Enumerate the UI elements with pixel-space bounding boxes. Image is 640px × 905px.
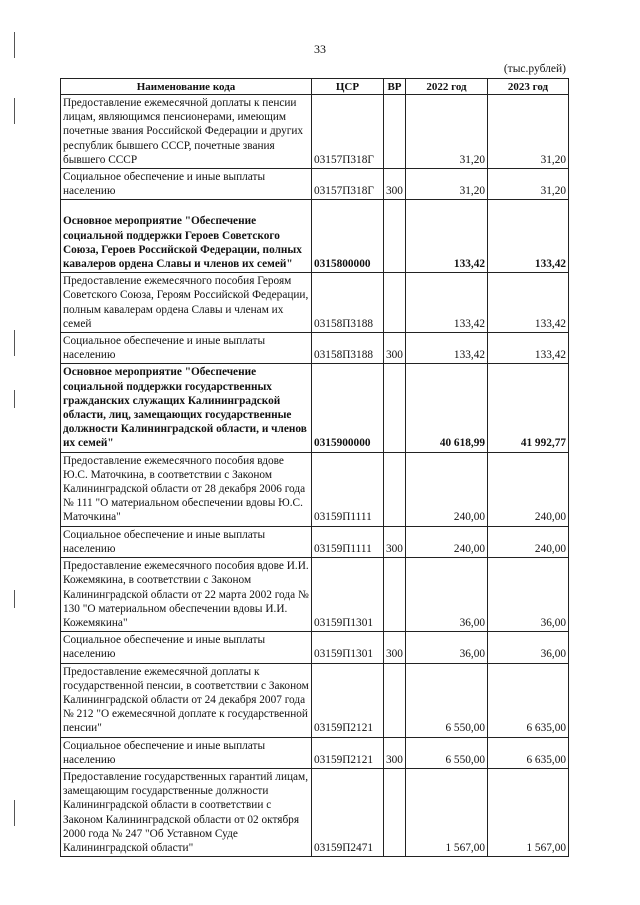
row-csr: 03159П1111 — [312, 526, 384, 557]
row-2022: 6 550,00 — [406, 663, 488, 737]
table-row — [61, 200, 569, 273]
row-2023: 36,00 — [488, 632, 569, 663]
row-2023: 36,00 — [488, 558, 569, 632]
row-csr: 03159П1301 — [312, 632, 384, 663]
row-vr — [384, 200, 406, 273]
row-name: Социальное обеспечение и иные выплаты населению — [61, 169, 312, 200]
row-csr: 03158П3188 — [312, 333, 384, 364]
header-name: Наименование кода — [61, 79, 312, 95]
table-row — [61, 768, 569, 856]
table-row — [61, 364, 569, 452]
row-vr: 300 — [384, 333, 406, 364]
row-2023: 6 635,00 — [488, 663, 569, 737]
row-2022: 36,00 — [406, 632, 488, 663]
row-name: Предоставление ежемесячного пособия Героям Советского Союза, Героям Российской Федерации, полным кавалерам ордена Славы и членам их семей — [61, 273, 312, 333]
row-vr: 300 — [384, 169, 406, 200]
row-2022: 31,20 — [406, 169, 488, 200]
row-2023: 133,42 — [488, 273, 569, 333]
table-row — [61, 273, 569, 333]
header-csr: ЦСР — [312, 79, 384, 95]
row-vr — [384, 663, 406, 737]
table-row — [61, 526, 569, 557]
row-name: Предоставление ежемесячного пособия вдове Ю.С. Маточкина, в соответствии с Законом Калининградской области от 28 декабря 2006 года № 111 "О материальном обеспечении вдовы Ю.С. Маточкина" — [61, 452, 312, 526]
table-row — [61, 737, 569, 768]
table-row — [61, 452, 569, 526]
row-vr — [384, 558, 406, 632]
row-2022: 40 618,99 — [406, 364, 488, 452]
budget-table — [60, 78, 569, 857]
row-name: Социальное обеспечение и иные выплаты населению — [61, 333, 312, 364]
page-number: 33 — [314, 42, 326, 56]
row-vr — [384, 452, 406, 526]
row-2022: 6 550,00 — [406, 737, 488, 768]
row-csr: 03159П2121 — [312, 737, 384, 768]
row-name: Основное мероприятие "Обеспечение социальной поддержки Героев Советского Союза, Героев Российской Федерации, полных кавалеров ордена Славы и членов их семей" — [61, 200, 312, 273]
row-2023: 31,20 — [488, 95, 569, 169]
row-name: Основное мероприятие "Обеспечение социальной поддержки государственных гражданских служащих Калининградской области, лиц, замещающих государственные должности Калининградской области, и членов их семей" — [61, 364, 312, 452]
header-2022: 2022 год — [406, 79, 488, 95]
row-vr — [384, 364, 406, 452]
row-2023: 1 567,00 — [488, 768, 569, 856]
row-2022: 1 567,00 — [406, 768, 488, 856]
row-2022: 240,00 — [406, 526, 488, 557]
row-name: Социальное обеспечение и иные выплаты населению — [61, 526, 312, 557]
row-name: Предоставление ежемесячной доплаты к государственной пенсии, в соответствии с Законом Калининградской области от 24 декабря 2007 года № 212 "О ежемесячной доплате к государственной пенсии" — [61, 663, 312, 737]
row-2023: 41 992,77 — [488, 364, 569, 452]
row-csr: 0315800000 — [312, 200, 384, 273]
row-csr: 0315900000 — [312, 364, 384, 452]
row-vr: 300 — [384, 526, 406, 557]
row-2022: 133,42 — [406, 273, 488, 333]
row-csr: 03159П1301 — [312, 558, 384, 632]
row-2022: 36,00 — [406, 558, 488, 632]
units-label: (тыс.рублей) — [503, 63, 566, 75]
table-header-row — [61, 79, 569, 95]
row-2023: 6 635,00 — [488, 737, 569, 768]
row-csr: 03158П3188 — [312, 273, 384, 333]
table-row — [61, 95, 569, 169]
row-vr — [384, 95, 406, 169]
row-2023: 240,00 — [488, 526, 569, 557]
row-csr: 03157П318Г — [312, 169, 384, 200]
row-vr — [384, 768, 406, 856]
table-row — [61, 169, 569, 200]
row-name: Предоставление государственных гарантий лицам, замещающим государственные должности Калининградской области в соответствии с Законом Калининградской области от 02 октября 2000 года № 247 "Об Уставном Суде Калининградской области" — [61, 768, 312, 856]
header-vr: ВР — [384, 79, 406, 95]
row-csr: 03157П318Г — [312, 95, 384, 169]
row-2023: 31,20 — [488, 169, 569, 200]
header-2023: 2023 год — [488, 79, 569, 95]
row-vr: 300 — [384, 632, 406, 663]
row-2022: 240,00 — [406, 452, 488, 526]
row-2023: 240,00 — [488, 452, 569, 526]
row-name: Предоставление ежемесячного пособия вдове И.И. Кожемякина, в соответствии с Законом Калининградской области от 22 марта 2002 года № 130 "О материальном обеспечении вдовы И.И. Кожемякина" — [61, 558, 312, 632]
row-2022: 31,20 — [406, 95, 488, 169]
row-2023: 133,42 — [488, 200, 569, 273]
row-2023: 133,42 — [488, 333, 569, 364]
table-row — [61, 333, 569, 364]
row-csr: 03159П2471 — [312, 768, 384, 856]
row-vr — [384, 273, 406, 333]
row-name: Предоставление ежемесячной доплаты к пенсии лицам, являющимся пенсионерами, имеющим почетные звания Российской Федерации и других республик бывшего СССР, почетные звания бывшего СССР — [61, 95, 312, 169]
row-csr: 03159П2121 — [312, 663, 384, 737]
table-row — [61, 558, 569, 632]
table-row — [61, 632, 569, 663]
binding-edge-marks — [14, 0, 18, 905]
row-2022: 133,42 — [406, 200, 488, 273]
row-vr: 300 — [384, 737, 406, 768]
row-2022: 133,42 — [406, 333, 488, 364]
table-row — [61, 663, 569, 737]
row-name: Социальное обеспечение и иные выплаты населению — [61, 737, 312, 768]
row-csr: 03159П1111 — [312, 452, 384, 526]
row-name: Социальное обеспечение и иные выплаты населению — [61, 632, 312, 663]
